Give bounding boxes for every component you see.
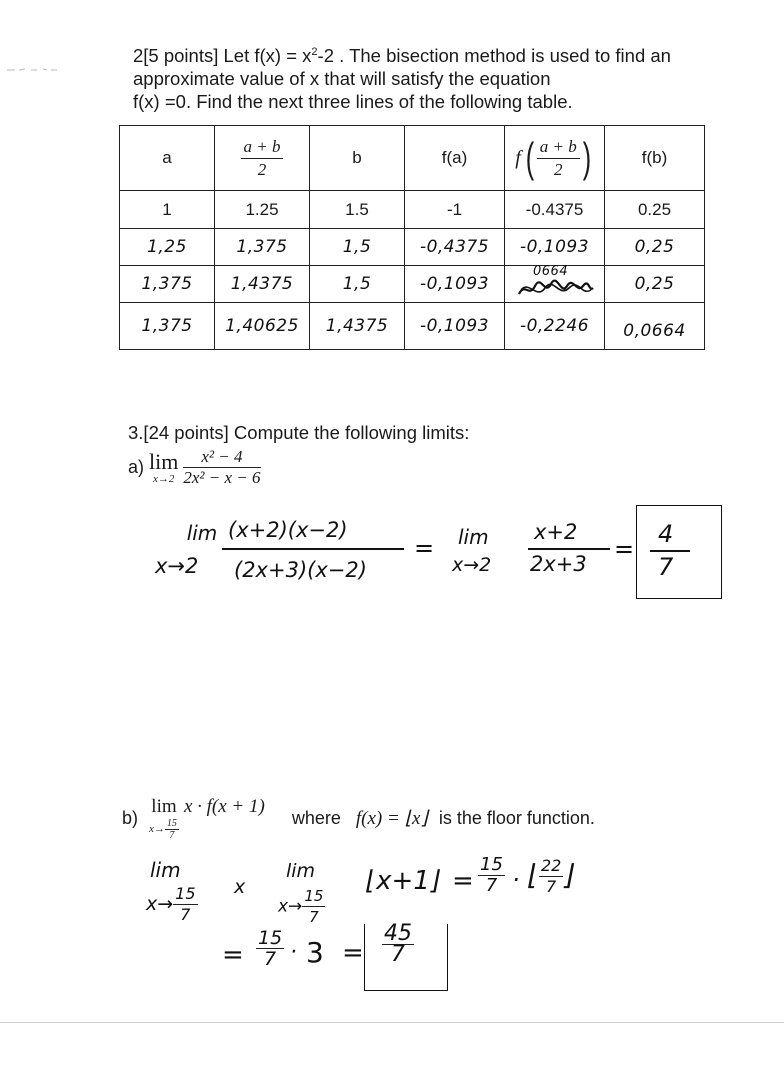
part-b-work-lim1: lim [150,858,181,882]
question-2-text [133,44,763,113]
table-row [120,229,705,266]
part-b-work-lim2: lim [286,860,316,882]
cell: -1 [405,191,505,229]
part-a-work-lim1: lim [186,521,218,545]
bisection-table [119,125,705,350]
part-a-work-num1: (x+2)(x−2) [228,518,348,542]
part-b-work-floor-expr: ⌊x+1⌋ [366,866,441,896]
part-a-answer-den: 7 [658,553,674,581]
floor-description: is the floor function. [438,808,595,828]
header-fb: f(b) [605,126,705,191]
handwritten-cell-scribbled [505,266,605,303]
handwritten-cell: 0,25 [605,266,705,303]
part-b-work-eq3: = [342,938,364,968]
table-header-row [120,126,705,191]
q2-line-1: 2[5 points] Let $f(x) = x^2-2$ . The bisection method is used to find an [133,45,671,66]
handwritten-cell: 1,375 [120,266,215,303]
margin-scribble [3,62,63,76]
part-b-work-sub1: x→ $\frac{15}{7}$ [146,884,196,924]
part-a-work-eq: = [414,534,435,562]
cell: -0.4375 [505,191,605,229]
header-fa: f(a) [405,126,505,191]
part-a-work-sub1: x→2 [155,554,199,578]
header-f-midpoint: f ( $\frac{a + b}{2}$ ) [505,126,605,191]
part-a-work-lim2: lim [458,525,489,549]
part-b-work-floor2: ⌊ $\frac{22}{7}$ ⌋ [528,856,575,896]
limit-expression: x · f(x + 1) [183,795,265,817]
handwritten-cell: 1,4375 [215,266,310,303]
cell: 1.25 [215,191,310,229]
part-b-work-x: x [234,876,246,898]
part-b-work-frac1: $\frac{15}{7}$ [480,854,503,896]
part-a-answer-num: 4 [658,520,674,548]
q2-line-2: approximate value of x that will satisfy the equation [133,68,551,89]
part-a-work-den2: 2x+3 [530,552,587,576]
scribble-mark [515,278,595,300]
part-a-label: a) [128,457,145,477]
question-3b [122,796,595,841]
handwritten-cell: -0,4375 [405,229,505,266]
handwritten-cell: 1,25 [120,229,215,266]
part-a-work-eq2: = [614,535,635,563]
q2-line-3: f(x) =0. Find the next three lines of the following table. [133,91,573,112]
part-b-work-three: 3 [306,936,324,969]
handwritten-cell: -0,2246 [505,303,605,350]
cell: 1 [120,191,215,229]
header-a: a [120,126,215,191]
handwritten-correction: 0664 [533,264,569,279]
limit-operator: lim x→ $\frac{15}{7}$ [149,796,177,841]
part-b-answer-frac: $\frac{45}{7}$ [384,921,412,967]
part-b-work-sub2: x→ $\frac{15}{7}$ [278,887,324,926]
cell: 0.25 [605,191,705,229]
table-row [120,303,705,350]
handwritten-cell: 1,4375 [310,303,405,350]
part-b-label: b) [122,808,139,828]
question-3a [128,447,261,488]
part-a-fraction-bar-1 [222,548,404,550]
header-midpoint: $\frac{a + b}{2}$ [215,126,310,191]
handwritten-cell: 1,375 [215,229,310,266]
part-b-work-times: · [290,940,297,965]
page-bottom-rule [0,1022,784,1023]
table-row [120,191,705,229]
question-3-title: 3.[24 points] Compute the following limits: [128,422,470,443]
part-b-work-eq1: = [452,866,474,896]
handwritten-cell: -0,1093 [405,266,505,303]
handwritten-cell: 1,40625 [215,303,310,350]
cell: 1.5 [310,191,405,229]
floor-definition: f(x) = ⌊x⌋ [355,808,428,829]
handwritten-cell: -0,1093 [505,229,605,266]
handwritten-cell: 0,25 [605,229,705,266]
part-a-work-den1: (2x+3)(x−2) [234,558,367,582]
handwritten-cell: 1,5 [310,229,405,266]
handwritten-cell: 1,375 [120,303,215,350]
part-a-answer-bar [650,550,690,552]
part-b-work-dot: · [512,866,520,894]
part-a-fraction-bar-2 [528,548,610,550]
handwritten-cell: 0,0664 [605,303,705,350]
limit-operator: lim x→2 [149,448,179,485]
limit-expression: $\frac{\text{x² − 4}}{\text{2x² − x − 6}}$ [183,447,261,487]
where-text: where [291,808,341,828]
part-b-work-eq2: = [222,940,244,970]
part-a-work-sub2: x→2 [452,554,492,576]
part-b-work-frac2: $\frac{15}{7}$ [258,927,283,970]
part-a-answer-box [636,505,722,599]
header-b: b [310,126,405,191]
handwritten-cell: 1,5 [310,266,405,303]
table-row [120,266,705,303]
handwritten-cell: -0,1093 [405,303,505,350]
part-a-work-num2: x+2 [534,520,578,544]
